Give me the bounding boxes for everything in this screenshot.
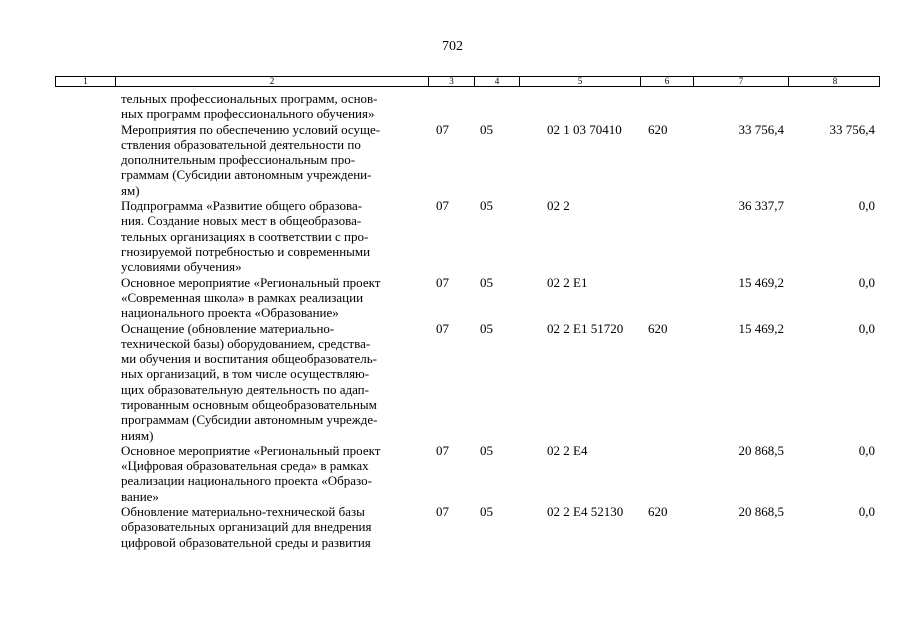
- table-row: [0, 122, 905, 199]
- amount-year-1: 15 469,2: [738, 320, 784, 336]
- amount-year-1: 20 868,5: [738, 504, 784, 520]
- description-line: условиями обучения»: [121, 259, 242, 275]
- header-col-8: 8: [832, 76, 838, 86]
- header-col-3: 3: [429, 77, 475, 86]
- subsection-code: 05: [480, 320, 493, 336]
- header-col-5: 5: [520, 77, 641, 86]
- description-line: гнозируемой потребностью и современными: [121, 243, 371, 259]
- section-code: 07: [436, 320, 449, 336]
- description-line: образовательных организаций для внедрения: [121, 519, 372, 535]
- page-number: 702: [442, 39, 463, 54]
- row-description: [121, 275, 421, 321]
- description-line: Обновление материально-технической базы: [121, 504, 365, 520]
- header-col-7: 7: [694, 77, 789, 86]
- table-row: [0, 321, 905, 443]
- description-line: цифровой образовательной среды и развития: [121, 534, 371, 550]
- target-article-code: 02 2 E4: [547, 442, 588, 458]
- table-row: [0, 443, 905, 504]
- header-col-2: 2: [116, 77, 429, 86]
- expense-type-code: 620: [648, 504, 668, 520]
- description-line: щих образовательную деятельность по адап-: [121, 381, 369, 397]
- expense-type-code: 620: [648, 320, 668, 336]
- amount-year-2: 0,0: [858, 320, 875, 336]
- row-description: [121, 443, 421, 504]
- subsection-code: 05: [480, 442, 493, 458]
- amount-year-1: 33 756,4: [738, 121, 784, 137]
- header-col-6: 6: [641, 77, 694, 86]
- amount-year-2: 0,0: [858, 442, 875, 458]
- description-line: тельных профессиональных программ, основ-: [121, 91, 378, 106]
- description-line: ных организаций, в том числе осуществляю-: [121, 366, 370, 382]
- description-line: «Современная школа» в рамках реализации: [121, 289, 364, 305]
- amount-year-1: 15 469,2: [738, 274, 784, 290]
- subsection-code: 05: [480, 121, 493, 137]
- description-line: программам (Субсидии автономным учрежде-: [121, 412, 378, 428]
- subsection-code: 05: [480, 198, 493, 214]
- subsection-code: 05: [480, 274, 493, 290]
- amount-year-1: 20 868,5: [738, 442, 784, 458]
- target-article-code: 02 2 E4 52130: [547, 504, 624, 520]
- expense-type-code: 620: [648, 121, 668, 137]
- description-line: Подпрограмма «Развитие общего образова-: [121, 198, 363, 214]
- description-line: вание»: [121, 488, 159, 504]
- description-line: Мероприятия по обеспечению условий осуще-: [121, 121, 381, 137]
- description-line: Основное мероприятие «Региональный проект: [121, 442, 381, 458]
- description-line: Оснащение (обновление материально-: [121, 320, 335, 336]
- header-col-4: 4: [475, 77, 520, 86]
- amount-year-2: 0,0: [858, 504, 875, 520]
- description-line: национального проекта «Образование»: [121, 305, 339, 321]
- target-article-code: 02 2: [547, 198, 570, 214]
- description-line: ствления образовательной деятельности по: [121, 136, 361, 152]
- row-description: [121, 198, 421, 274]
- subsection-code: 05: [480, 504, 493, 520]
- row-description: [121, 122, 421, 198]
- header-col-1: 1: [56, 77, 116, 86]
- table-row: [0, 504, 905, 550]
- section-code: 07: [436, 198, 449, 214]
- description-line: тированным основным общеобразовательным: [121, 396, 377, 412]
- table-header: [55, 76, 880, 87]
- section-code: 07: [436, 274, 449, 290]
- description-line: ния. Создание новых мест в общеобразова-: [121, 213, 362, 229]
- description-line: технической базы) оборудованием, средства-: [121, 335, 371, 351]
- description-line: ям): [121, 182, 140, 198]
- description-line: тельных организациях в соответствии с про-: [121, 228, 369, 244]
- row-description: [121, 91, 421, 122]
- description-line: реализации национального проекта «Образо-: [121, 473, 372, 489]
- description-line: дополнительным профессиональным про-: [121, 152, 356, 168]
- description-line: ных программ профессионального обучения»: [121, 106, 375, 122]
- row-description: [121, 504, 421, 550]
- section-code: 07: [436, 442, 449, 458]
- amount-year-2: 0,0: [858, 274, 875, 290]
- description-line: ми обучения и воспитания общеобразователь-: [121, 351, 377, 367]
- target-article-code: 02 2 E1 51720: [547, 320, 624, 336]
- row-description: [121, 321, 421, 443]
- section-code: 07: [436, 121, 449, 137]
- description-line: граммам (Субсидии автономным учреждени-: [121, 167, 372, 183]
- amount-year-2: 33 756,4: [829, 121, 875, 137]
- description-line: Основное мероприятие «Региональный проект: [121, 274, 381, 290]
- section-code: 07: [436, 504, 449, 520]
- amount-year-1: 36 337,7: [738, 198, 784, 214]
- table-row: [0, 275, 905, 321]
- amount-year-2: 0,0: [858, 198, 875, 214]
- description-line: «Цифровая образовательная среда» в рамках: [121, 458, 369, 474]
- table-row-continuation: [0, 91, 905, 122]
- table-row: [0, 198, 905, 275]
- target-article-code: 02 1 03 70410: [547, 121, 622, 137]
- description-line: ниям): [121, 427, 154, 443]
- target-article-code: 02 2 E1: [547, 274, 588, 290]
